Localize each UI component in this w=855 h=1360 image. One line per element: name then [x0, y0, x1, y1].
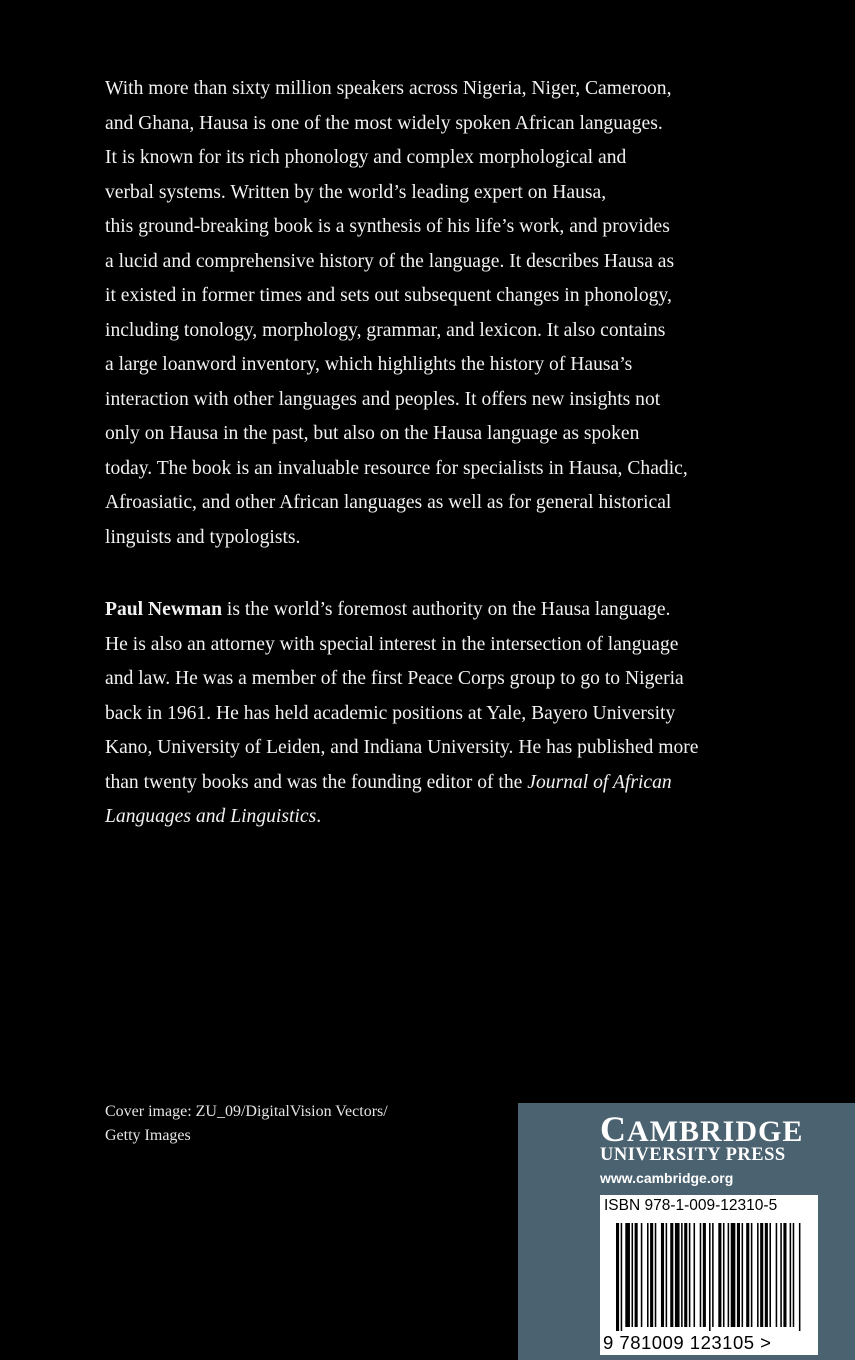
credit-line: Cover image: ZU_09/DigitalVision Vectors/: [105, 1103, 388, 1120]
description-line: verbal systems. Written by the world’s leading expert on Hausa,: [105, 181, 607, 203]
barcode-bar: [790, 1223, 792, 1327]
author-name: Paul Newman: [105, 599, 223, 620]
author-bio-line: [105, 766, 795, 801]
credit-line: Getty Images: [105, 1127, 191, 1144]
description-line: only on Hausa in the past, but also on the Hausa language as spoken: [105, 423, 640, 444]
author-bio-line: back in 1961. He has held academic positions at Yale, Bayero University: [105, 702, 676, 724]
barcode-digits: 9 781009 123105 >: [603, 1332, 772, 1353]
barcode-bar: [731, 1223, 736, 1327]
description-line: including tonology, morphology, grammar, and lexicon. It also contains: [105, 319, 666, 341]
publisher-url: www.cambridge.org: [600, 1170, 734, 1186]
journal-title: Journal of African: [527, 771, 672, 793]
barcode-bar: [799, 1223, 801, 1331]
description-line: and Ghana, Hausa is one of the most widely spoken African languages.: [105, 112, 663, 134]
cover-image-credit: [105, 1100, 388, 1148]
barcode-bar: [728, 1223, 730, 1327]
author-bio-line: and law. He was a member of the first Peace Corps group to go to Nigeria: [105, 668, 684, 689]
publisher-panel: [518, 1103, 855, 1360]
description-line: interaction with other languages and peoples. It offers new insights not: [105, 388, 661, 410]
barcode-bar: [700, 1223, 702, 1327]
description-line: a large loanword inventory, which highlights the history of Hausa’s: [105, 354, 633, 375]
barcode-bar: [625, 1223, 630, 1327]
barcode-bar: [635, 1223, 638, 1327]
author-bio-line: [105, 800, 795, 835]
barcode-bar: [647, 1223, 649, 1327]
publisher-subtitle: UNIVERSITY PRESS: [600, 1145, 786, 1165]
barcode-bar: [703, 1223, 706, 1327]
barcode-bar: [681, 1223, 683, 1327]
description-line: it existed in former times and sets out subsequent changes in phonology,: [105, 285, 672, 306]
description-line: linguists and typologists.: [105, 526, 301, 548]
barcode-bar: [666, 1223, 668, 1327]
barcode-bar: [616, 1223, 619, 1331]
barcode-bar: [718, 1223, 721, 1327]
barcode-bar: [746, 1223, 749, 1327]
author-bio-text: than twenty books and was the founding editor of the: [105, 771, 528, 793]
barcode-bar: [684, 1223, 687, 1327]
barcode-bar: [709, 1223, 711, 1331]
barcode-bar: [670, 1223, 673, 1327]
barcode-bar: [689, 1223, 691, 1327]
barcode-bar: [641, 1223, 643, 1327]
barcode-bar: [769, 1223, 771, 1327]
book-description: [105, 72, 795, 555]
description-line: today. The book is an invaluable resource for specialists in Hausa, Chadic,: [105, 457, 688, 479]
barcode-bar: [793, 1223, 795, 1327]
barcode-bar: [751, 1223, 753, 1327]
barcode-bar: [765, 1223, 768, 1327]
barcode-bar: [661, 1223, 664, 1327]
barcode-bar: [621, 1223, 623, 1331]
journal-title: Languages and Linguistics: [105, 806, 317, 827]
barcode-bar: [757, 1223, 759, 1327]
publisher-name: AMBRIDGE: [627, 1115, 804, 1148]
isbn-label: ISBN 978-1-009-12310-5: [604, 1197, 778, 1214]
author-bio-text: .: [316, 806, 322, 827]
barcode-bar: [737, 1223, 740, 1327]
description-line: Afroasiatic, and other African languages as well as for general historical: [105, 492, 672, 513]
description-line: a lucid and comprehensive history of the language. It describes Hausa as: [105, 250, 675, 272]
barcode-bar: [694, 1223, 696, 1327]
author-bio-text: is the world’s foremost authority on the Hausa language.: [222, 599, 671, 620]
barcode-bar: [675, 1223, 680, 1327]
barcode-box: [600, 1195, 818, 1355]
publisher-initial: C: [600, 1109, 627, 1149]
barcode-bar: [783, 1223, 786, 1327]
author-bio-line: [105, 593, 795, 628]
barcode-bar: [650, 1223, 653, 1327]
barcode-bar: [712, 1223, 714, 1327]
barcode-bar: [780, 1223, 782, 1327]
author-bio-line: He is also an attorney with special interest in the intersection of language: [105, 633, 679, 655]
barcode-bar: [760, 1223, 763, 1327]
description-line: With more than sixty million speakers across Nigeria, Niger, Cameroon,: [105, 78, 672, 99]
barcode-bar: [776, 1223, 778, 1327]
barcode-icon: [600, 1219, 818, 1331]
author-bio: [105, 593, 795, 835]
barcode-bar: [742, 1223, 744, 1327]
author-bio-line: Kano, University of Leiden, and Indiana University. He has published more: [105, 737, 699, 758]
barcode-bar: [723, 1223, 725, 1327]
description-line: It is known for its rich phonology and complex morphological and: [105, 147, 627, 168]
barcode-bar: [655, 1223, 657, 1327]
description-line: this ground-breaking book is a synthesis of his life’s work, and provides: [105, 216, 670, 237]
barcode-bar: [632, 1223, 634, 1327]
